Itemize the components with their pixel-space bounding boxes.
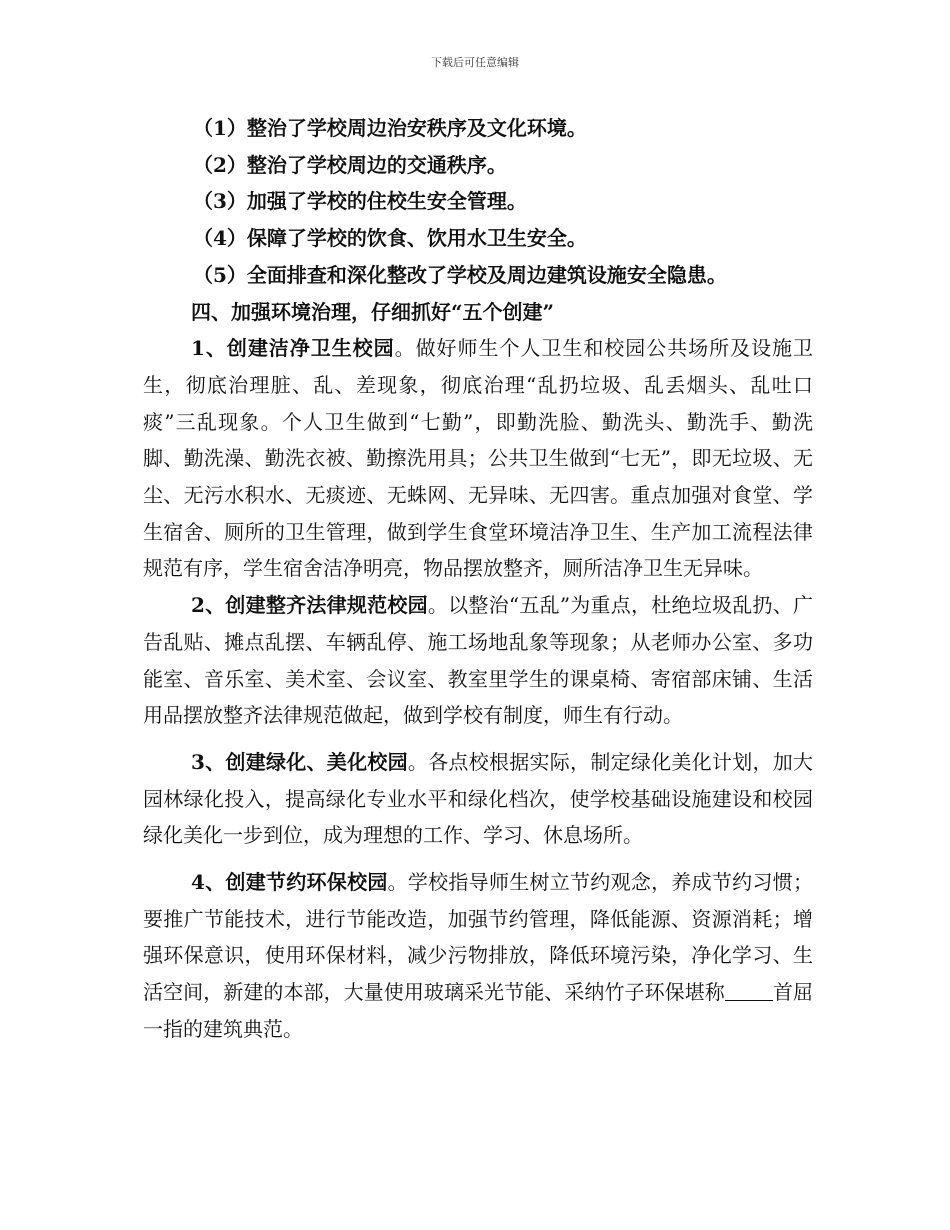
paragraph-body: 。做好师生个人卫生和校园公共场所及设施卫生，彻底治理脏、乱、差现象，彻底治理“乱扔垃圾、乱丢烟头、乱吐口痰”三乱现象。个人卫生做到“七勤”，即勤洗脸、勤洗头、勤洗手、勤洗脚、勤洗澡、勤洗衣被、勤擦洗用具；公共卫生做到“七无”，即无垃圾、无尘、无污水积水、无痰迹、无蛛网、无异味、无四害。重点加强对食堂、学生宿舍、厕所的卫生管理，做到学生食堂环境洁净卫生、生产加工流程法律规范有序，学生宿舍洁净明亮，物品摆放整齐，厕所洁净卫生无异味。 <box>143 336 814 581</box>
paragraph-tail: 首屈一指的建筑典范。 <box>143 980 814 1041</box>
list-item-2: （2）整治了学校周边的交通秩序。 <box>193 152 507 177</box>
list-item-3: （3）加强了学校的住校生安全管理。 <box>193 189 527 214</box>
paragraph-clean-campus <box>143 330 813 587</box>
paragraph-body: 。以整治“五乱”为重点，杜绝垃圾乱扔、广告乱贴、摊点乱摆、车辆乱停、施工场地乱象等现象；从老师办公室、多功能室、音乐室、美术室、会议室、教室里学生的课桌椅、寄宿部床铺、生活用品摆放整齐法律规范做起，做到学校有制度，师生有行动。 <box>143 593 813 728</box>
document-body <box>143 110 813 1048</box>
paragraph-green-campus <box>143 744 813 854</box>
page-header: 下载后可任意编辑 <box>431 56 519 69</box>
list-item-5: （5）全面排查和深化整改了学校及周边建筑设施安全隐患。 <box>193 262 727 287</box>
list-item-1: （1）整治了学校周边治安秩序及文化环境。 <box>193 116 587 140</box>
list-item-4: （4）保障了学校的饮食、饮用水卫生安全。 <box>193 226 587 251</box>
paragraph-body: 。各点校根据实际，制定绿化美化计划，加大园林绿化投入，提高绿化专业水平和绿化档次，使学校基础设施建设和校园绿化美化一步到位，成为理想的工作、学习、休息场所。 <box>143 749 814 848</box>
fill-in-blank <box>725 982 773 1001</box>
paragraph-orderly-campus <box>143 587 813 734</box>
section-heading: 四、加强环境治理，仔细抓好“五个创建” <box>191 299 555 324</box>
paragraph-lead: 3、创建绿化、美化校园 <box>191 749 408 774</box>
paragraph-lead: 2、创建整齐法律规范校园 <box>191 593 428 618</box>
paragraph-eco-campus <box>143 864 813 1048</box>
paragraph-lead: 1、创建洁净卫生校园 <box>191 336 395 361</box>
paragraph-body: 。学校指导师生树立节约观念，养成节约习惯；要推广节能技术，进行节能改造，加强节约管理，降低能源、资源消耗；增强环保意识，使用环保材料，减少污物排放，降低环境污染，净化学习、生活空间，新建的本部，大量使用玻璃采光节能、采纳竹子环保堪称 <box>143 870 813 1005</box>
paragraph-lead: 4、创建节约环保校园 <box>191 870 388 895</box>
